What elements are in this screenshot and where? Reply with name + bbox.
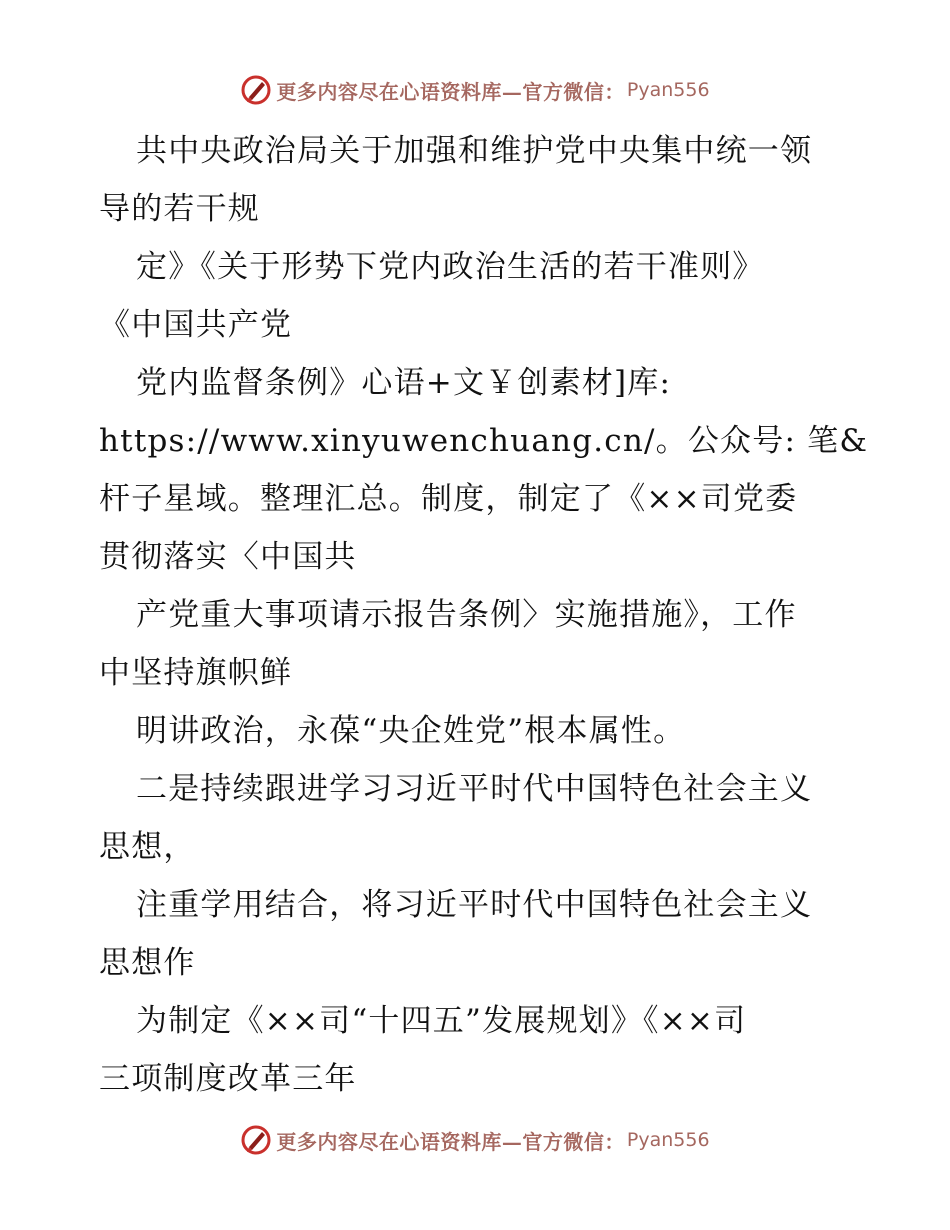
body-line: 三项制度改革三年 — [99, 1061, 357, 1097]
body-line: 产党重大事项请示报告条例〉实施措施》，工作 — [136, 597, 797, 633]
body-line: 导的若干规 — [99, 191, 260, 227]
footer-banner-contact: Pyan556 — [626, 1129, 710, 1151]
body-line: 定》《关于形势下党内政治生活的若干准则》 — [136, 249, 765, 285]
body-line: 二是持续跟进学习习近平时代中国特色社会主义 — [136, 771, 813, 807]
body-line: 杆子星域。整理汇总。制度，制定了《××司党委 — [99, 481, 798, 517]
footer-banner-text: 更多内容尽在心语资料库—官方微信： — [276, 1129, 625, 1154]
body-line: 贯彻落实〈中国共 — [99, 539, 357, 575]
body-line: 注重学用结合，将习近平时代中国特色社会主义 — [136, 887, 813, 923]
body-line: 思想， — [99, 829, 196, 865]
body-line: 为制定《××司“十四五”发展规划》《××司 — [136, 1003, 747, 1039]
body-line: 党内监督条例》心语+文￥创素材]库: — [136, 365, 672, 401]
header-banner — [0, 70, 950, 110]
body-line: 明讲政治，永葆“央企姓党”根本属性。 — [136, 713, 686, 749]
header-banner-text: 更多内容尽在心语资料库—官方微信： — [276, 79, 625, 104]
body-line: https://www.xinyuwenchuang.cn/。公众号: 笔& — [99, 423, 869, 459]
header-banner-contact: Pyan556 — [626, 79, 710, 101]
body-line: 中坚持旗帜鲜 — [99, 655, 293, 691]
body-line: 思想作 — [99, 945, 196, 981]
pen-circle-logo-icon — [240, 1124, 272, 1156]
body-line: 《中国共产党 — [99, 307, 293, 343]
footer-banner — [0, 1120, 950, 1160]
body-line: 共中央政治局关于加强和维护党中央集中统一领 — [136, 133, 813, 169]
pen-circle-logo-icon — [240, 74, 272, 106]
document-body — [99, 122, 869, 1108]
